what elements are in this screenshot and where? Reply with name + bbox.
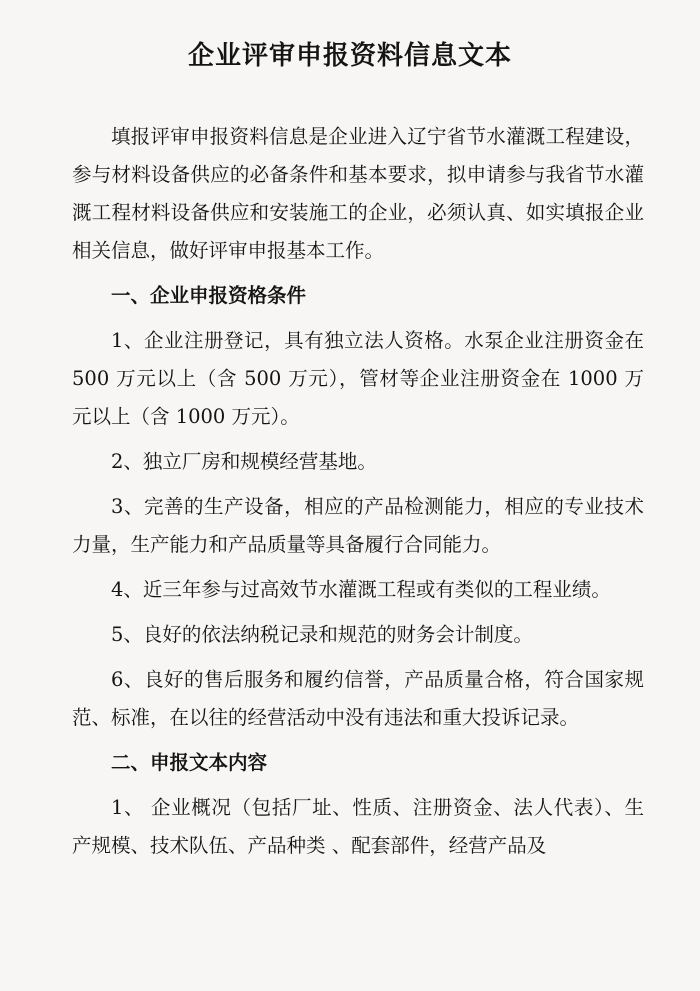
intro-paragraph: 填报评审申报资料信息是企业进入辽宁省节水灌溉工程建设，参与材料设备供应的必备条件和基本要求，拟申请参与我省节水灌溉工程材料设备供应和安装施工的企业，必须认真、如实填报企业相关信息，做好评审申报基本工作。 <box>72 125 644 262</box>
section-2-item-1: 1、 企业概况（包括厂址、性质、注册资金、法人代表）、生产规模、技术队伍、产品种类 、配套部件，经营产品及 <box>72 796 644 857</box>
document-title: 企业评审申报资料信息文本 <box>187 41 512 71</box>
document-body <box>72 118 644 872</box>
section-1-item-3: 3、完善的生产设备，相应的产品检测能力，相应的专业技术力量，生产能力和产品质量等具备履行合同能力。 <box>72 495 644 556</box>
section-2-heading: 二、申报文本内容 <box>111 751 268 774</box>
section-1-item-6: 6、良好的售后服务和履约信誉，产品质量合格，符合国家规范、标准，在以往的经营活动中没有违法和重大投诉记录。 <box>72 668 644 729</box>
section-1-item-4: 4、近三年参与过高效节水灌溉工程或有类似的工程业绩。 <box>111 578 611 601</box>
section-1-heading: 一、企业申报资格条件 <box>111 284 307 307</box>
section-1-item-2: 2、独立厂房和规模经营基地。 <box>111 450 377 473</box>
section-1-item-1: 1、企业注册登记，具有独立法人资格。水泵企业注册资金在 500 万元以上（含 500 万元），管材等企业注册资金在 1000 万元以上（含 1000 万元）。 <box>72 329 644 428</box>
section-1-item-5: 5、良好的依法纳税记录和规范的财务会计制度。 <box>111 623 533 646</box>
